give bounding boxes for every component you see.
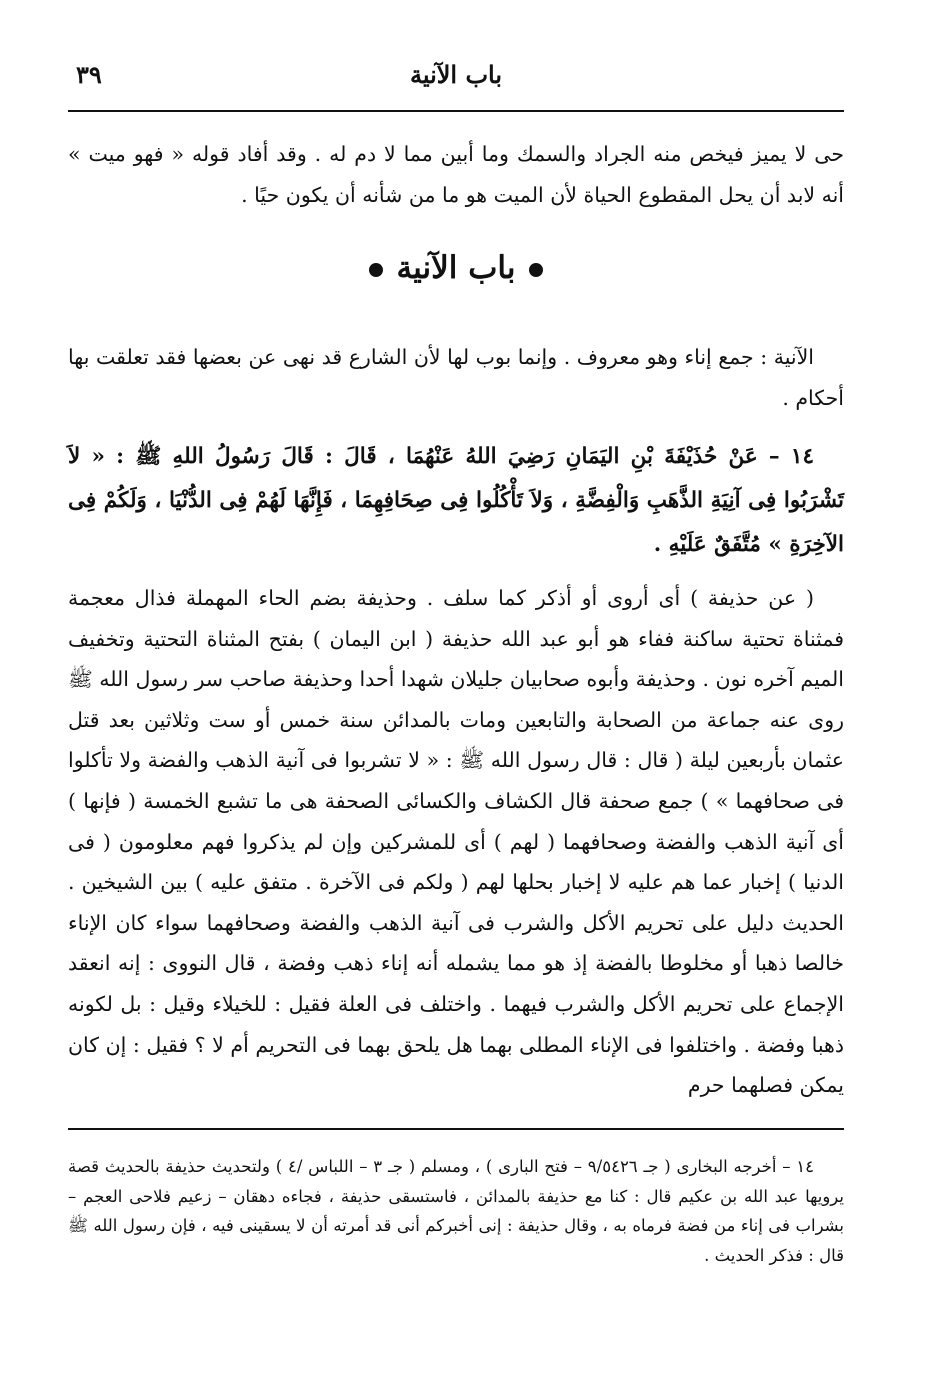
definition-block (68, 337, 844, 419)
footnote-rule (68, 1128, 844, 1130)
bullet-icon (529, 263, 543, 277)
hadith-text: ١٤ – عَنْ حُذَيْفَةَ بْنِ اليَمَانِ رَضِيَ اللهُ عَنْهُمَا ، قَالَ : قَالَ رَسُولُ اللهِ ﷺ : « لاَ تَشْرَبُوا فِى آنِيَةِ الذَّهَبِ وَالْفِضَّةِ ، وَلاَ تَأْكُلُوا فِى صِحَافِهِمَا ، فَإِنَّهَا لَهُمْ فِى الدُّنْيَا ، وَلَكُمْ فِى الآخِرَةِ » مُتَّفَقٌ عَلَيْهِ . (68, 444, 844, 557)
bullet-icon (369, 263, 383, 277)
chapter-heading-text: باب الآنية (396, 250, 516, 286)
footnote-text: ١٤ – أخرجه البخارى ( جـ ٩/٥٤٢٦ – فتح البارى ) ، ومسلم ( جـ ٣ – اللباس /٤ ) ولتحديث حذيفة بالحديث قصة يرويها عبد الله بن عكيم قال : كنا مع حذيفة بالمدائن ، فاستسقى حذيفة ، فجاءه دهقان – زعيم فلاحى العجم – بشراب فى إناء من فضة فرماه به ، وقال حذيفة : إنى أخبركم أنى قد أمرته أن لا يسقينى فيه ، فإن رسول الله ﷺ قال : فذكر الحديث . (68, 1157, 844, 1265)
running-title: باب الآنية (409, 60, 503, 89)
intro-block (68, 134, 844, 216)
hadith-block (68, 435, 844, 567)
footnote-block (68, 1152, 844, 1270)
intro-paragraph: حى لا يميز فيخص منه الجراد والسمك وما أبين مما لا دم له . وقد أفاد قوله « فهو ميت » أنه لابد أن يحل المقطوع الحياة لأن الميت هو ما من شأنه أن يكون حيًا . (68, 142, 844, 207)
commentary-paragraph: ( عن حذيفة ) أى أروى أو أذكر كما سلف . وحذيفة بضم الحاء المهملة فذال معجمة فمثناة تحتية ساكنة ففاء هو أبو عبد الله حذيفة ( ابن اليمان ) بفتح المثناة التحتية وتخفيف الميم آخره نون . وحذيفة وأبوه صحابيان جليلان شهدا أحدا وحذيفة صاحب سر رسول الله ﷺ روى عنه جماعة من الصحابة والتابعين ومات بالمدائن سنة خمس أو ست وثلاثين بعد قتل عثمان بأربعين ليلة ( قال : قال رسول الله ﷺ : « لا تشربوا فى آنية الذهب والفضة ولا تأكلوا فى صحافهما » ) جمع صحفة قال الكشاف والكسائى الصحفة هى ما تشبع الخمسة ( فإنها ) أى آنية الذهب والفضة وصحافهما ( لهم ) أى للمشركين وإن لم يذكروا فهم معلومون ( فى الدنيا ) إخبار عما هم عليه لا إخبار بحلها لهم ( ولكم فى الآخرة . متفق عليه ) بين الشيخين . الحديث دليل على تحريم الأكل والشرب فى آنية الذهب والفضة وصحافهما سواء كان الإناء خالصا ذهبا أو مخلوطا بالفضة إذ هو مما يشمله أنه إناء ذهب وفضة ، قال النووى : إنه انعقد الإجماع على تحريم الأكل والشرب فيهما . واختلف فى العلة فقيل : للخيلاء وقيل : بل لكونه ذهبا وفضة . واختلفوا فى الإناء المطلى بهما هل يلحق بهما فى التحريم أم لا ؟ فقيل : إن كان يمكن فصلهما حرم (68, 586, 844, 1098)
header-rule (68, 110, 844, 112)
commentary-block (68, 578, 844, 1106)
definition-paragraph: الآنية : جمع إناء وهو معروف . وإنما بوب لها لأن الشارع قد نهى عن بعضها فقد تعلقت بها أحكام . (68, 345, 844, 410)
chapter-heading (68, 250, 844, 286)
page-number: ٣٩ (76, 60, 102, 89)
running-head (68, 52, 844, 102)
book-page (68, 52, 844, 1352)
